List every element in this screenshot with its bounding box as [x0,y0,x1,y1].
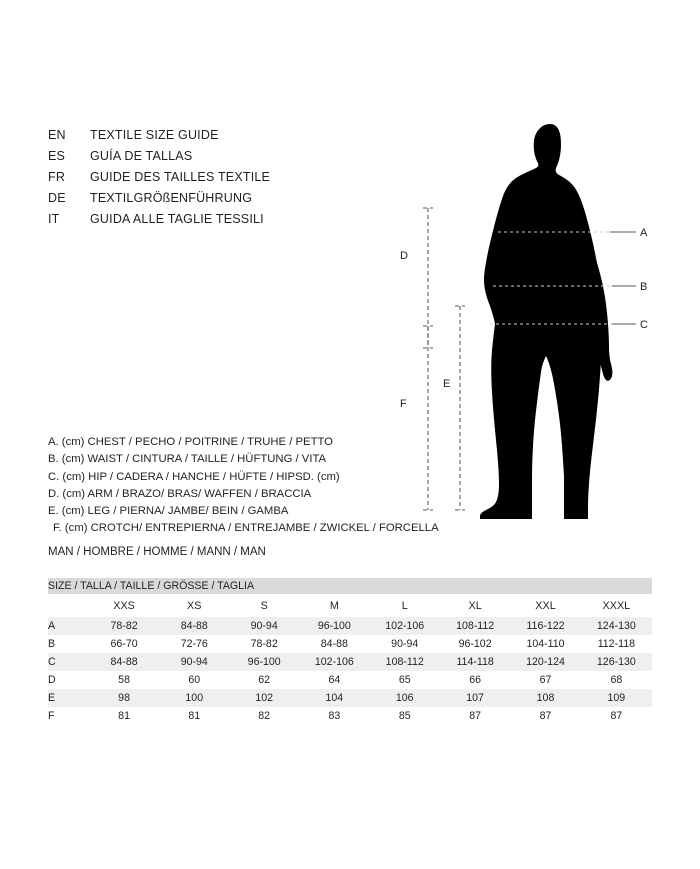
cell-f-xs: 81 [159,707,229,725]
cell-d-m: 64 [299,671,369,689]
cell-c-s: 96-100 [229,653,299,671]
callout-leaders [610,232,636,324]
legend-item-f: F. (cm) CROTCH/ ENTREPIERNA / ENTREJAMBE / ZWICKEL / FORCELLA [53,522,439,535]
row-label-b: B [48,635,89,653]
size-col-2: S [229,594,299,617]
title-text-de: TEXTILGRÖßENFÜHRUNG [90,191,253,205]
table-header-label: SIZE / TALLA / TAILLE / GRÖSSE / TAGLIA [48,578,652,594]
title-lang-en: EN [48,128,66,142]
cell-d-xs: 60 [159,671,229,689]
cell-b-m: 84-88 [299,635,369,653]
cell-b-xxxl: 112-118 [581,635,652,653]
cell-f-l: 85 [370,707,440,725]
callout-f: F [400,398,407,410]
legend-item-d: D. (cm) ARM / BRAZO/ BRAS/ WAFFEN / BRACCIA [48,487,312,500]
table-row [48,671,652,689]
cell-b-s: 78-82 [229,635,299,653]
legend-item-a: A. (cm) CHEST / PECHO / POITRINE / TRUHE / PETTO [48,436,333,448]
measurement-legend [48,434,478,538]
cell-c-xl: 114-118 [440,653,510,671]
size-col-0: XXS [89,594,159,617]
cell-c-xxl: 120-124 [510,653,580,671]
cell-f-xxl: 87 [510,707,580,725]
cell-a-xs: 84-88 [159,617,229,635]
table-row [48,617,652,635]
size-col-3: M [299,594,369,617]
cell-e-xs: 100 [159,689,229,707]
cell-c-xs: 90-94 [159,653,229,671]
legend-item-c: C. (cm) HIP / CADERA / HANCHE / HÜFTE / HIPSD. (cm) [48,470,340,483]
cell-e-xxxl: 109 [581,689,652,707]
title-text-es: GUÍA DE TALLAS [90,149,193,163]
cell-a-m: 96-100 [299,617,369,635]
cell-d-xxs: 58 [89,671,159,689]
callout-b: B [640,281,648,293]
size-col-7: XXXL [581,594,652,617]
cell-f-s: 82 [229,707,299,725]
row-label-d: D [48,671,89,689]
cell-e-l: 106 [370,689,440,707]
callout-a: A [640,227,648,239]
cell-c-xxxl: 126-130 [581,653,652,671]
cell-b-xl: 96-102 [440,635,510,653]
table-row [48,707,652,725]
cell-d-xxl: 67 [510,671,580,689]
cell-a-xxxl: 124-130 [581,617,652,635]
row-label-c: C [48,653,89,671]
man-silhouette [480,124,612,519]
cell-f-xxs: 81 [89,707,159,725]
size-table [48,578,652,725]
cell-b-xxs: 66-70 [89,635,159,653]
cell-a-s: 90-94 [229,617,299,635]
table-header-row [48,578,652,594]
cell-d-xxxl: 68 [581,671,652,689]
cell-f-xl: 87 [440,707,510,725]
cell-d-xl: 66 [440,671,510,689]
cell-a-xl: 108-112 [440,617,510,635]
row-label-a: A [48,617,89,635]
row-label-e: E [48,689,89,707]
cell-c-l: 108-112 [370,653,440,671]
callout-c: C [640,319,648,331]
table-row [48,653,652,671]
title-text-it: GUIDA ALLE TAGLIE TESSILI [90,212,264,226]
cell-d-l: 65 [370,671,440,689]
cell-b-l: 90-94 [370,635,440,653]
size-col-4: L [370,594,440,617]
gender-label: MAN / HOMBRE / HOMME / MANN / MAN [48,546,266,558]
cell-c-m: 102-106 [299,653,369,671]
sizes-row-blank [48,594,89,617]
size-col-5: XL [440,594,510,617]
cell-e-xxl: 108 [510,689,580,707]
cell-b-xs: 72-76 [159,635,229,653]
legend-item-e: E. (cm) LEG / PIERNA/ JAMBE/ BEIN / GAMBA [48,505,289,518]
legend-item-b: B. (cm) WAIST / CINTURA / TAILLE / HÜFTUNG / VITA [48,453,327,466]
table-sizes-row [48,594,652,617]
cell-a-l: 102-106 [370,617,440,635]
cell-e-s: 102 [229,689,299,707]
cell-b-xxl: 104-110 [510,635,580,653]
cell-e-xxs: 98 [89,689,159,707]
title-lang-es: ES [48,149,66,163]
table-row [48,635,652,653]
table-row [48,689,652,707]
title-text-en: TEXTILE SIZE GUIDE [90,128,219,142]
cell-e-m: 104 [299,689,369,707]
size-col-1: XS [159,594,229,617]
callout-d: D [400,250,408,262]
cell-f-xxxl: 87 [581,707,652,725]
cell-a-xxl: 116-122 [510,617,580,635]
title-text-fr: GUIDE DES TAILLES TEXTILE [90,170,271,184]
size-col-6: XXL [510,594,580,617]
cell-a-xxs: 78-82 [89,617,159,635]
title-lang-de: DE [48,191,66,205]
size-table-wrap [48,578,652,725]
cell-f-m: 83 [299,707,369,725]
title-lang-fr: FR [48,170,66,184]
cell-c-xxs: 84-88 [89,653,159,671]
cell-e-xl: 107 [440,689,510,707]
cell-d-s: 62 [229,671,299,689]
callout-e: E [443,378,451,390]
row-label-f: F [48,707,89,725]
title-lang-it: IT [48,212,60,226]
